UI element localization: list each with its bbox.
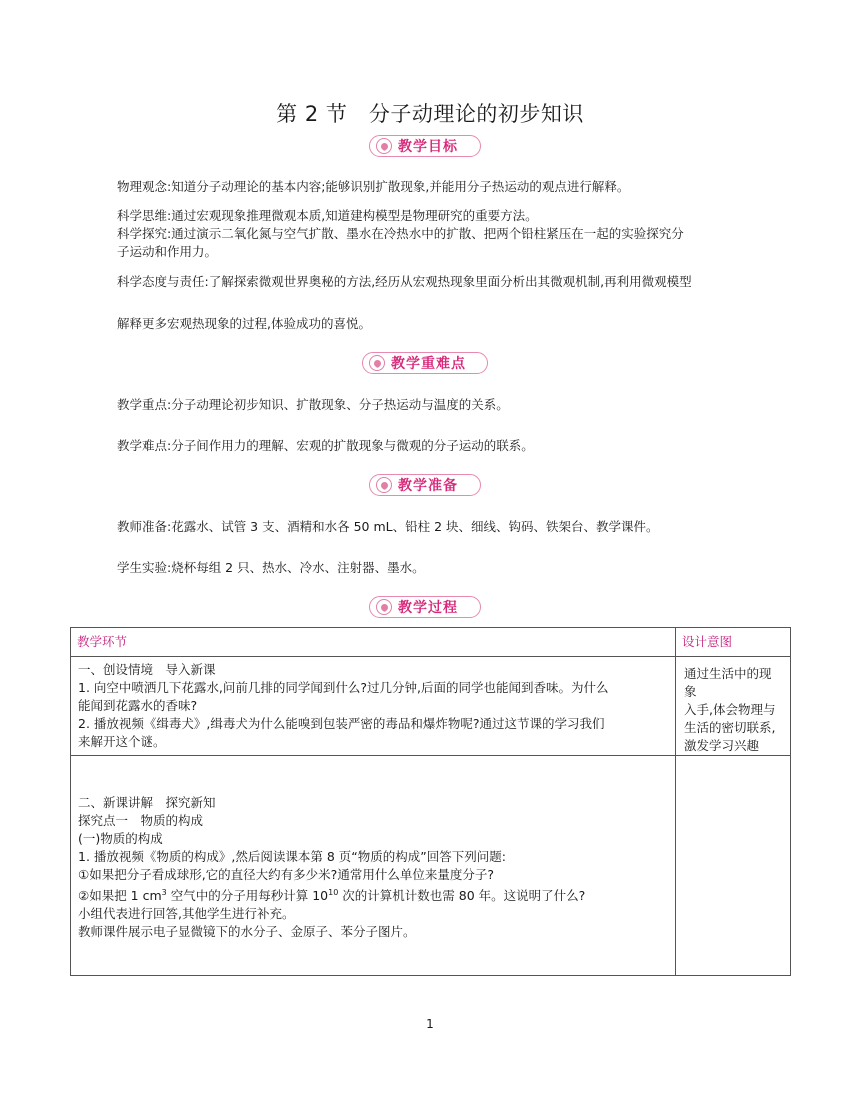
superscript: 3 bbox=[161, 888, 167, 897]
step-cell bbox=[71, 756, 676, 976]
leaf-icon bbox=[376, 138, 392, 154]
step-line-with-superscripts bbox=[78, 884, 667, 905]
section-badge-objectives bbox=[369, 135, 481, 157]
objective-item: 解释更多宏观热现象的过程,体验成功的喜悦。 bbox=[117, 316, 371, 331]
table-row bbox=[71, 657, 791, 756]
section-badge-preparation bbox=[369, 474, 481, 496]
intent-line: 生活的密切联系, bbox=[684, 720, 776, 735]
text-fragment: 次的计算机计数也需 80 年。这说明了什么? bbox=[338, 888, 586, 904]
teaching-focus: 教学重点:分子动理论初步知识、扩散现象、分子热运动与温度的关系。 bbox=[117, 397, 509, 412]
step-line: 1. 向空中喷洒几下花露水,问前几排的同学闻到什么?过几分钟,后面的同学也能闻到香味。为什么 bbox=[78, 680, 609, 695]
section-heading: 教学重难点 bbox=[391, 356, 466, 372]
teacher-preparation: 教师准备:花露水、试管 3 支、酒精和水各 50 mL、铅柱 2 块、细线、钩码、铁架台、教学课件。 bbox=[117, 519, 659, 534]
table-header-row bbox=[71, 628, 791, 657]
step-line: 能闻到花露水的香味? bbox=[78, 698, 198, 713]
step-title: 一、创设情境 导入新课 bbox=[78, 662, 216, 677]
student-preparation: 学生实验:烧杯每组 2 只、热水、冷水、注射器、墨水。 bbox=[117, 560, 425, 575]
section-badge-key-points bbox=[362, 352, 488, 374]
objective-item: 科学探究:通过演示二氧化氮与空气扩散、墨水在冷热水中的扩散、把两个铅柱紧压在一起的实验探究分 bbox=[117, 226, 684, 241]
intent-cell bbox=[676, 657, 791, 756]
blank-space bbox=[78, 760, 667, 794]
intent-cell-empty bbox=[676, 756, 791, 976]
table-row bbox=[71, 756, 791, 976]
step-subtitle: 探究点一 物质的构成 bbox=[78, 813, 204, 828]
step-line: ①如果把分子看成球形,它的直径大约有多少米?通常用什么单位来量度分子? bbox=[78, 867, 494, 882]
intent-line: 入手,体会物理与 bbox=[684, 702, 776, 717]
step-title: 二、新课讲解 探究新知 bbox=[78, 795, 216, 810]
intent-line: 激发学习兴趣 bbox=[684, 738, 760, 753]
teaching-difficulty: 教学难点:分子间作用力的理解、宏观的扩散现象与微观的分子运动的联系。 bbox=[117, 438, 534, 453]
objective-item: 物理观念:知道分子动理论的基本内容;能够识别扩散现象,并能用分子热运动的观点进行解释。 bbox=[117, 179, 630, 194]
section-heading: 教学准备 bbox=[398, 478, 458, 494]
leaf-icon bbox=[376, 477, 392, 493]
objective-item: 科学思维:通过宏观现象推理微观本质,知道建构模型是物理研究的重要方法。 bbox=[117, 208, 538, 223]
section-heading: 教学目标 bbox=[398, 139, 458, 155]
text-fragment: ②如果把 1 cm bbox=[78, 888, 162, 904]
step-line: 来解开这个谜。 bbox=[78, 734, 166, 749]
superscript: 10 bbox=[328, 888, 339, 897]
text-fragment: 空气中的分子用每秒计算 10 bbox=[166, 888, 329, 904]
teaching-process-table bbox=[70, 627, 791, 976]
leaf-icon bbox=[369, 355, 385, 371]
page-number: 1 bbox=[426, 1017, 434, 1031]
step-line: 1. 播放视频《物质的构成》,然后阅读课本第 8 页“物质的构成”回答下列问题: bbox=[78, 849, 506, 864]
step-line: 小组代表进行回答,其他学生进行补充。 bbox=[78, 906, 295, 922]
objective-item: 科学态度与责任:了解探索微观世界奥秘的方法,经历从宏观热现象里面分析出其微观机制,再利用微观模型 bbox=[117, 274, 692, 289]
step-subtitle: (一)物质的构成 bbox=[78, 831, 163, 846]
step-cell bbox=[71, 657, 676, 756]
header-teaching-step: 教学环节 bbox=[71, 628, 676, 657]
objective-item: 子运动和作用力。 bbox=[117, 244, 218, 259]
section-heading: 教学过程 bbox=[398, 600, 458, 616]
page-title: 第 2 节 分子动理论的初步知识 bbox=[276, 102, 584, 126]
header-design-intent: 设计意图 bbox=[676, 628, 791, 657]
intent-line: 通过生活中的现象 bbox=[684, 666, 772, 699]
step-line: 2. 播放视频《缉毒犬》,缉毒犬为什么能嗅到包装严密的毒品和爆炸物呢?通过这节课的学习我们 bbox=[78, 716, 605, 731]
section-badge-process bbox=[369, 596, 481, 618]
leaf-icon bbox=[376, 599, 392, 615]
step-line: 教师课件展示电子显微镜下的水分子、金原子、苯分子图片。 bbox=[78, 924, 416, 940]
